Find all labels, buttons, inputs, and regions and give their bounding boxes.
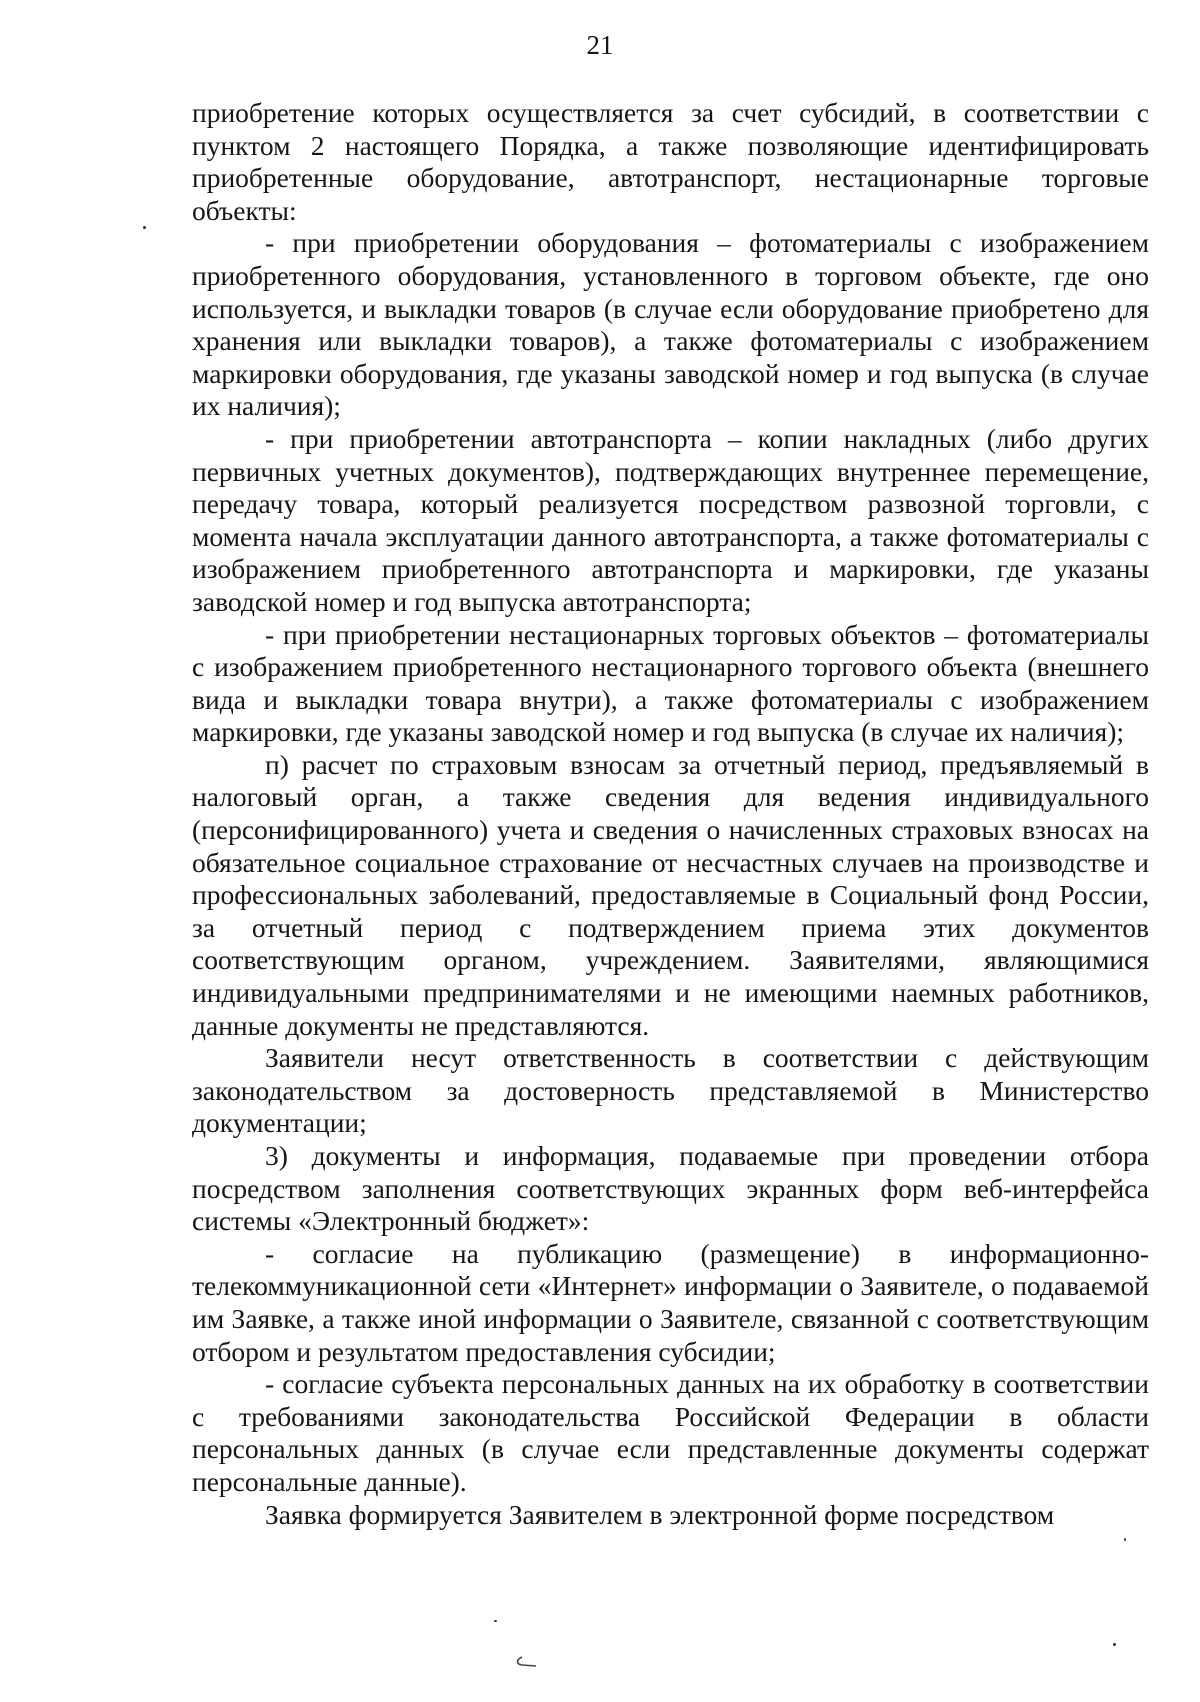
- scan-speck: [494, 1620, 497, 1622]
- paragraph-insurance: п) расчет по страховым взносам за отчетный период, предъявляемый в налоговый орган, а также сведения для ведения индивидуального (персонифицированного) учета и сведения о начисленных страховых взносах на обязательное социальное страхование от несчастных случаев на производстве и профессиональных заболеваний, предоставляемые в Социальный фонд России, за отчетный период с подтверждением приема этих документов соответствующим органом, учреждением. Заявителями, являющимися индивидуальными предпринимателями и не имеющими наемных работников, данные документы не представляются.: [192, 748, 1149, 1041]
- scan-speck: [1124, 1538, 1126, 1541]
- paragraph-responsibility: Заявители несут ответственность в соответствии с действующим законодательством за достоверность представляемой в Министерство документации;: [192, 1042, 1149, 1139]
- paragraph-equipment: - при приобретении оборудования – фотоматериалы с изображением приобретенного оборудования, установленного в торговом объекте, где оно используется, и выкладки товаров (в случае если оборудование приобретено для хранения или выкладки товаров), а также фотоматериалы с изображением маркировки оборудования, где указаны заводской номер и год выпуска (в случае их наличия);: [192, 227, 1149, 422]
- scan-speck: [143, 226, 146, 229]
- document-body: [192, 97, 1149, 1531]
- paragraph-intro: приобретение которых осуществляется за счет субсидий, в соответствии с пунктом 2 настоящего Порядка, а также позволяющие идентифицировать приобретенные оборудование, автотранспорт, нестационарные торговые объекты:: [192, 97, 1149, 226]
- scan-scribble-mark: [512, 1655, 538, 1669]
- paragraph-consent-personal-data: - согласие субъекта персональных данных на их обработку в соответствии с требованиями законодательства Российской Федерации в области персональных данных (в случае если представленные документы содержат персональные данные).: [192, 1368, 1149, 1497]
- paragraph-consent-publication: - согласие на публикацию (размещение) в информационно-телекоммуникационной сети «Интернет» информации о Заявителе, о подаваемой им Заявке, а также иной информации о Заявителе, связанной с соответствующим отбором и результатом предоставления субсидии;: [192, 1237, 1149, 1367]
- paragraph-section-3: 3) документы и информация, подаваемые при проведении отбора посредством заполнения соответствующих экранных форм веб-интерфейса системы «Электронный бюджет»:: [192, 1140, 1149, 1237]
- paragraph-application: Заявка формируется Заявителем в электронной форме посредством: [265, 1498, 1055, 1530]
- page-number: 21: [586, 30, 614, 60]
- paragraph-vehicles: - при приобретении автотранспорта – копии накладных (либо других первичных учетных документов), подтверждающих внутреннее перемещение, передачу товара, который реализуется посредством развозной торговли, с момента начала эксплуатации данного автотранспорта, а также фотоматериалы с изображением приобретенного автотранспорта и маркировки, где указаны заводской номер и год выпуска автотранспорта;: [192, 422, 1149, 617]
- paragraph-trade-objects: - при приобретении нестационарных торговых объектов – фотоматериалы с изображением приобретенного нестационарного торгового объекта (внешнего вида и выкладки товара внутри), а также фотоматериалы с изображением маркировки, где указаны заводской номер и год выпуска (в случае их наличия);: [192, 618, 1149, 748]
- scan-speck: [1113, 1643, 1116, 1646]
